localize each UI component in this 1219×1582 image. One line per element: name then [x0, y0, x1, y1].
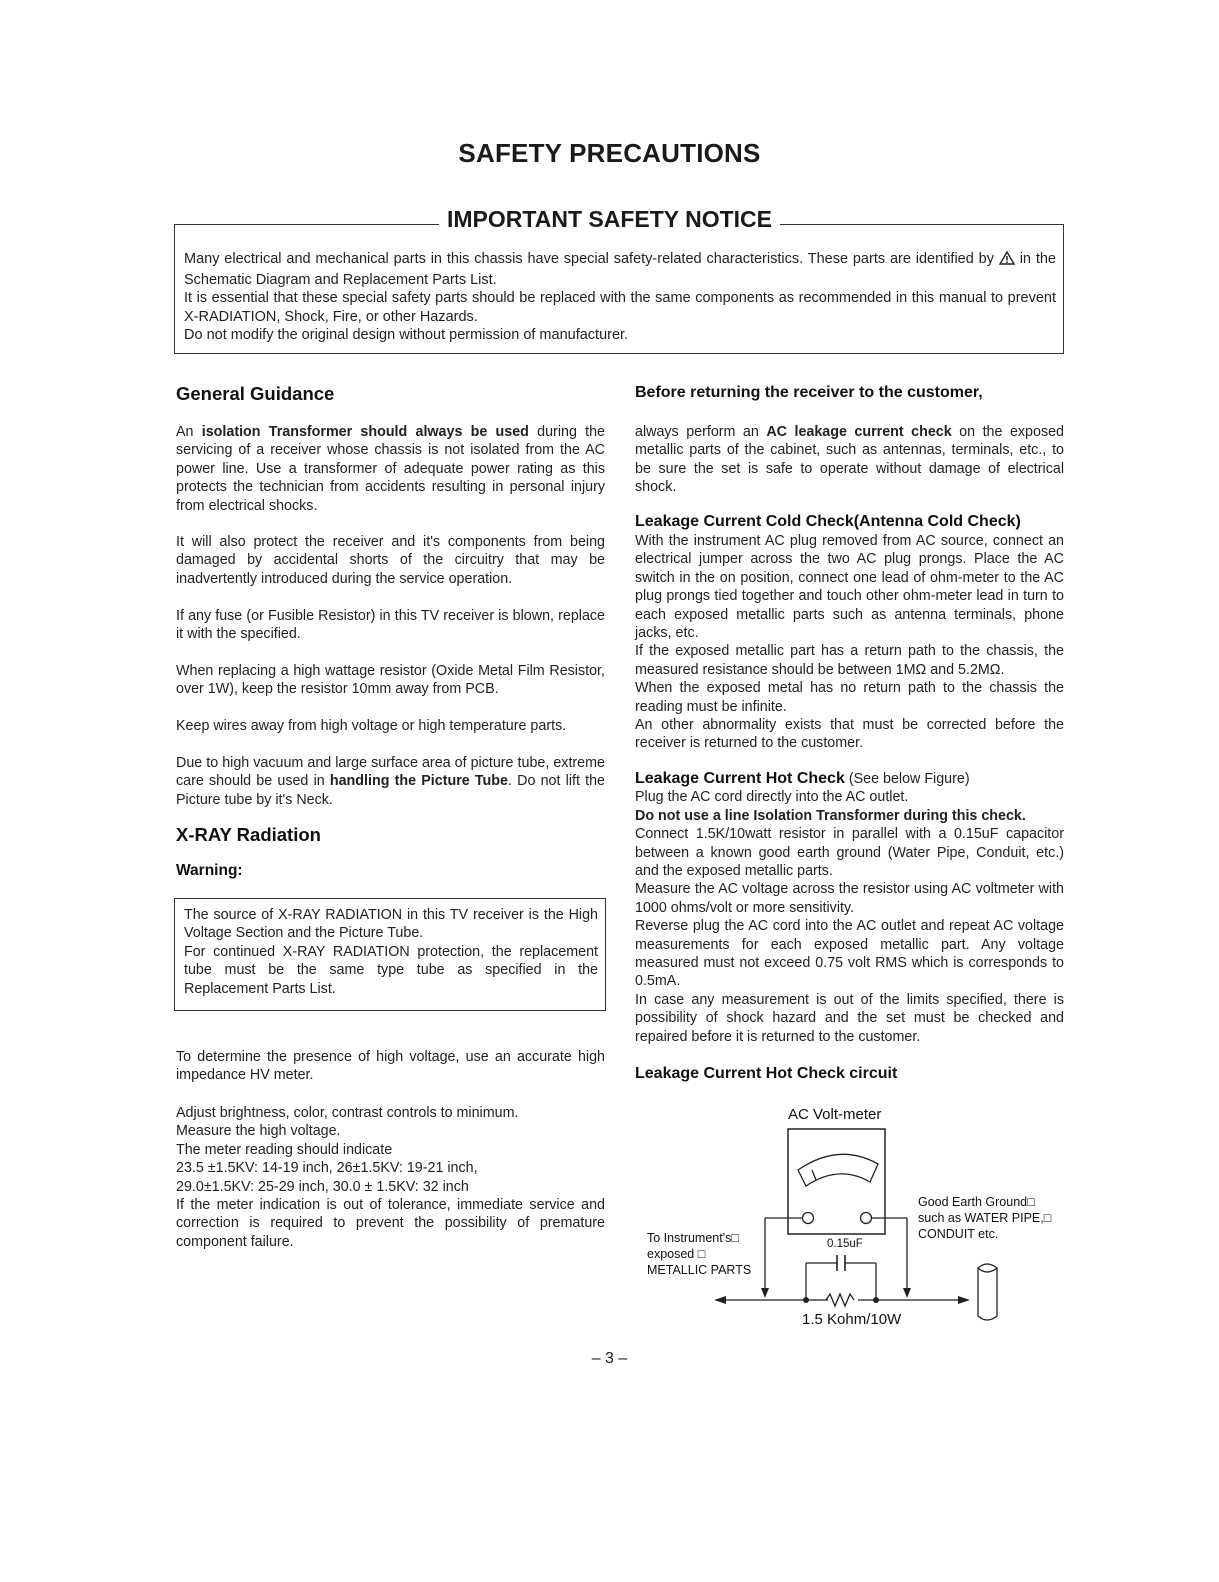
meter-terminal-left — [803, 1213, 814, 1224]
warning-triangle-icon — [999, 251, 1015, 271]
hot-check-circuit-diagram — [640, 1098, 1070, 1343]
xray-heading: X-RAY Radiation — [176, 824, 321, 845]
notice-heading: IMPORTANT SAFETY NOTICE — [0, 206, 1219, 233]
circuit-heading: Leakage Current Hot Check circuit — [635, 1065, 898, 1082]
page-title: SAFETY PRECAUTIONS — [458, 138, 761, 168]
page-number: – 3 – — [591, 1350, 628, 1367]
general-guidance-heading: General Guidance — [176, 383, 335, 404]
resistor-label: 1.5 Kohm/10W — [802, 1311, 902, 1328]
paragraph: Keep wires away from high voltage or high temperature parts. — [176, 718, 567, 734]
instrument-label-line2: exposed □ — [647, 1247, 706, 1261]
paragraph: It will also protect the receiver and it's components from being damaged by accidental shorts of the circuitry that may be inadvertently introduced during the service operation. — [176, 534, 605, 587]
cold-check-text: With the instrument AC plug removed from AC source, connect an electrical jumper across the two AC plug prongs. Place the AC switch in the on position, connect one lead of ohm-meter to the AC plug prongs tied together and touch other ohm-meter lead in turn to each exposed metallic parts such as antenna terminals, phone jacks, etc. If the exposed metallic part has a return path to the chassis, the measured resistance should be between 1MΩ and 5.2MΩ. When the exposed metal has no return path to the chassis the reading must be infinite. An other abnormality exists that must be corrected before the receiver is returned to the customer. — [635, 533, 1064, 752]
paragraph: If any fuse (or Fusible Resistor) in this TV receiver is blown, replace it with the specified. — [176, 608, 605, 643]
ground-label-line1: Good Earth Ground□ — [918, 1195, 1035, 1209]
ground-label-line2: such as WATER PIPE,□ — [918, 1211, 1052, 1225]
notice-text: Many electrical and mechanical parts in this chassis have special safety-related characteristics. These parts are identified by in the Schematic Diagram and Replacement Parts List. It is essential that these special safety parts should be replaced with the same components as recommended in this manual to prevent X-RADIATION, Shock, Fire, or other Hazards. Do not modify the original design without permission of manufacturer. — [184, 251, 1056, 343]
paragraph: When replacing a high wattage resistor (Oxide Metal Film Resistor, over 1W), keep the resistor 10mm away from PCB. — [176, 663, 605, 698]
before-returning-heading: Before returning the receiver to the customer, — [635, 384, 983, 401]
warning-heading: Warning: — [176, 862, 243, 879]
picture-tube-paragraph: Due to high vacuum and large surface area of picture tube, extreme care should be used in handling the Picture Tube. Do not lift the Picture tube by it's Neck. — [176, 755, 605, 808]
meter-dial-icon — [798, 1154, 878, 1186]
before-returning-text: always perform an AC leakage current check on the exposed metallic parts of the cabinet, such as antennas, terminals, etc., to be sure the set is safe to operate without damage of electrical shock. — [635, 424, 1064, 496]
paragraph: To determine the presence of high voltage, use an accurate high impedance HV meter. — [176, 1049, 605, 1084]
cold-check-heading: Leakage Current Cold Check(Antenna Cold Check) — [635, 513, 1021, 530]
capacitor-label: 0.15uF — [827, 1238, 863, 1250]
general-guidance-text: An isolation Transformer should always be used during the servicing of a receiver whose chassis is not isolated from the AC power line. Use a transformer of adequate power rating as this protects the technician from accidents resulting in personal injury from electrical shocks. — [176, 424, 606, 514]
instrument-label-line1: To Instrument's□ — [647, 1231, 739, 1245]
meter-terminal-right — [861, 1213, 872, 1224]
hv-measure-text: Adjust brightness, color, contrast controls to minimum. Measure the high voltage. The meter reading should indicate 23.5 ±1.5KV: 14-19 inch, 26±1.5KV: 19-21 inch, 29.0±1.5KV: 25-29 inch, 30.0 ± 1.5KV: 32 inch If the meter indication is out of tolerance, immediate service and correction is required to prevent the possibility of premature component failure. — [176, 1105, 605, 1250]
ground-label-line3: CONDUIT etc. — [918, 1227, 999, 1241]
xray-warning-text: The source of X-RAY RADIATION in this TV receiver is the High Voltage Section and the Picture Tube. For continued X-RAY RADIATION protection, the replacement tube must be the same type tube as specified in the Replacement Parts List. — [184, 907, 598, 997]
instrument-label-line3: METALLIC PARTS — [647, 1263, 752, 1277]
hot-check-text: Leakage Current Hot Check (See below Figure) Plug the AC cord directly into the AC outlet. Do not use a line Isolation Transformer during this check. Connect 1.5K/10watt resistor in parallel with a 0.15uF capacitor between a known good earth ground (Water Pipe, Conduit, etc.) and the exposed metallic parts. Measure the AC voltage across the resistor using AC voltmeter with 1000 ohms/volt or more sensitivity. Reverse plug the AC cord into the AC outlet and repeat AC voltage measurements for each exposed metallic part. Any voltage measured must not exceed 0.75 volt RMS which is corresponds to 0.5mA. In case any measurement is out of the limits specified, there is possibility of shock hazard and the set must be checked and repaired before it is returned to the customer. — [635, 770, 1064, 1045]
meter-label: AC Volt-meter — [788, 1106, 882, 1123]
